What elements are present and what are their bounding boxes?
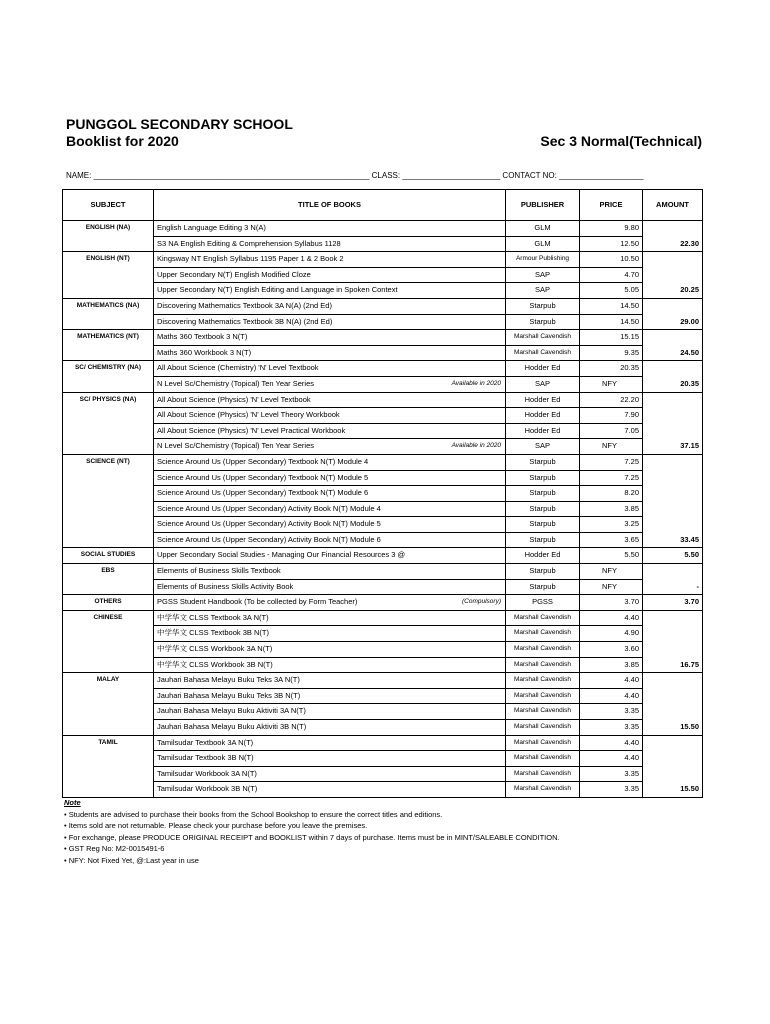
table-row [63,782,703,798]
price-cell: 5.05 [580,283,643,299]
book-title: Jauhari Bahasa Melayu Buku Aktiviti 3A N(T) [157,706,306,716]
book-title: Science Around Us (Upper Secondary) Textbook N(T) Module 6 [157,488,369,498]
book-title-cell [154,782,506,798]
book-title: Upper Secondary N(T) English Modified Cloze [157,269,311,279]
book-title-cell [154,314,506,330]
book-title-cell [154,439,506,455]
table-row [63,735,703,751]
price-cell: 4.70 [580,267,643,283]
book-title: Jauhari Bahasa Melayu Buku Teks 3B N(T) [157,690,301,700]
amount-cell: 37.15 [643,392,703,454]
subject-cell: MALAY [63,673,154,735]
table-row [63,376,703,392]
price-cell: 4.40 [580,751,643,767]
table-row [63,470,703,486]
subject-cell: CHINESE [63,610,154,672]
table-row [63,688,703,704]
publisher-cell: Hodder Ed [506,408,580,424]
table-header-row [63,190,703,221]
price-cell: 3.35 [580,720,643,736]
price-cell: 9.80 [580,221,643,237]
publisher-cell: Hodder Ed [506,361,580,377]
header-title: TITLE OF BOOKS [154,190,506,221]
amount-cell: 29.00 [643,298,703,329]
table-row [63,221,703,237]
publisher-cell: Starpub [506,454,580,470]
book-title: Elements of Business Skills Textbook [157,566,281,576]
book-title: All About Science (Physics) 'N' Level Textbook [157,394,311,404]
subject-cell: SC/ PHYSICS (NA) [63,392,154,454]
publisher-cell: Marshall Cavendish [506,782,580,798]
table-row [63,361,703,377]
book-title-cell [154,564,506,580]
publisher-cell: Hodder Ed [506,548,580,564]
publisher-cell: Marshall Cavendish [506,688,580,704]
publisher-cell: Hodder Ed [506,423,580,439]
book-title-cell [154,408,506,424]
book-title: Kingsway NT English Syllabus 1195 Paper 1 & 2 Book 2 [157,254,344,264]
price-cell: 4.40 [580,610,643,626]
book-title: Tamilsudar Workbook 3B N(T) [157,784,258,794]
publisher-cell: Marshall Cavendish [506,704,580,720]
table-row [63,704,703,720]
table-row [63,454,703,470]
subject-cell: SCIENCE (NT) [63,454,154,548]
price-cell: 5.50 [580,548,643,564]
publisher-cell: Marshall Cavendish [506,720,580,736]
book-title: Tamilsudar Workbook 3A N(T) [157,768,257,778]
price-cell: 3.25 [580,517,643,533]
table-row [63,579,703,595]
book-title-cell [154,376,506,392]
book-title-cell [154,595,506,611]
note-item: • GST Reg No: M2-0015491-6 [64,844,165,853]
publisher-cell: Starpub [506,532,580,548]
book-title-cell [154,236,506,252]
header-price: PRICE [580,190,643,221]
publisher-cell: Hodder Ed [506,392,580,408]
student-info-line: NAME: ______________________________________________________________ CLASS: ______________________ CONTACT NO: ___________________ [66,171,644,180]
book-title: Tamilsudar Textbook 3B N(T) [157,753,254,763]
publisher-cell: Starpub [506,517,580,533]
price-cell: 12.50 [580,236,643,252]
book-title: Discovering Mathematics Textbook 3B N(A) (2nd Ed) [157,316,333,326]
table-row [63,267,703,283]
book-title-cell [154,688,506,704]
table-row [63,626,703,642]
book-title: Science Around Us (Upper Secondary) Textbook N(T) Module 5 [157,472,369,482]
book-title-cell [154,345,506,361]
book-title: PGSS Student Handbook (To be collected by Form Teacher) [157,597,358,607]
table-row [63,548,703,564]
amount-cell: 5.50 [643,548,703,564]
price-cell: 7.25 [580,454,643,470]
subject-cell: ENGLISH (NT) [63,252,154,299]
table-body [63,221,703,798]
book-title: Science Around Us (Upper Secondary) Activity Book N(T) Module 4 [157,503,381,513]
table-row [63,486,703,502]
book-title: Tamilsudar Textbook 3A N(T) [157,737,254,747]
book-title: Science Around Us (Upper Secondary) Textbook N(T) Module 4 [157,456,369,466]
book-title: Jauhari Bahasa Melayu Buku Teks 3A N(T) [157,675,300,685]
book-title-cell [154,330,506,346]
amount-cell: 20.25 [643,252,703,299]
table-row [63,236,703,252]
note-item: • For exchange, please PRODUCE ORIGINAL RECEIPT and BOOKLIST within 7 days of purchase. Items must be in MINT/SALEABLE CONDITION. [64,832,560,842]
book-title-cell [154,454,506,470]
level-title: Sec 3 Normal(Technical) [540,133,702,149]
booklist-title: Booklist for 2020 [66,133,179,149]
table-row [63,517,703,533]
book-title: Science Around Us (Upper Secondary) Activity Book N(T) Module 6 [157,534,381,544]
amount-cell: 16.75 [643,610,703,672]
price-cell: 14.50 [580,314,643,330]
amount-cell: 22.30 [643,221,703,252]
amount-cell: 3.70 [643,595,703,611]
book-title: N Level Sc/Chemistry (Topical) Ten Year Series [157,441,315,451]
book-title: Upper Secondary N(T) English Editing and Language in Spoken Context [157,285,398,295]
price-cell: 3.35 [580,704,643,720]
price-cell: NFY [580,376,643,392]
subject-cell: OTHERS [63,595,154,611]
price-cell: 4.40 [580,673,643,689]
notes-heading: Note [64,798,81,807]
book-title-cell [154,267,506,283]
price-cell: 3.60 [580,642,643,658]
header-publisher: PUBLISHER [506,190,580,221]
publisher-cell: SAP [506,376,580,392]
table-row [63,423,703,439]
price-cell: 4.90 [580,626,643,642]
price-cell: 15.15 [580,330,643,346]
book-title-cell [154,486,506,502]
table-row [63,501,703,517]
publisher-cell: Marshall Cavendish [506,345,580,361]
table-row [63,345,703,361]
book-title: Maths 360 Textbook 3 N(T) [157,332,248,342]
book-title: All About Science (Physics) 'N' Level Theory Workbook [157,410,340,420]
book-title: Jauhari Bahasa Melayu Buku Aktiviti 3B N(T) [157,722,307,731]
subject-cell: SC/ CHEMISTRY (NA) [63,361,154,392]
table-row [63,283,703,299]
note-item: • Items sold are not returnable. Please check your purchase before you leave the premises. [64,821,368,830]
subject-cell: MATHEMATICS (NT) [63,330,154,361]
publisher-cell: GLM [506,236,580,252]
table-row [63,766,703,782]
table-row [63,439,703,455]
price-cell: 22.20 [580,392,643,408]
table-row [63,564,703,580]
book-title-cell [154,298,506,314]
book-title-cell [154,517,506,533]
table-row [63,408,703,424]
price-cell: 8.20 [580,486,643,502]
note-item: • NFY: Not Fixed Yet, @:Last year in use [64,855,199,865]
price-cell: 3.85 [580,657,643,673]
book-title: 中学华文 CLSS Textbook 3A N(T) [157,612,269,622]
table-row [63,532,703,548]
price-cell: 10.50 [580,252,643,268]
price-cell: NFY [580,439,643,455]
table-row [63,392,703,408]
table-row [63,595,703,611]
table-row [63,657,703,673]
book-title-cell [154,252,506,268]
book-title-cell [154,579,506,595]
publisher-cell: PGSS [506,595,580,611]
book-title: N Level Sc/Chemistry (Topical) Ten Year Series [157,378,315,388]
book-title: All About Science (Chemistry) 'N' Level Textbook [157,363,319,373]
amount-cell: 15.50 [643,735,703,797]
price-cell: NFY [580,564,643,580]
book-title-cell [154,532,506,548]
table-row [63,642,703,658]
amount-cell: 20.35 [643,361,703,392]
price-cell: 3.65 [580,532,643,548]
publisher-cell: Marshall Cavendish [506,751,580,767]
publisher-cell: Starpub [506,501,580,517]
header-amount: AMOUNT [643,190,703,221]
availability-note: Available in 2020 [451,442,501,450]
book-title-cell [154,720,506,736]
publisher-cell: Marshall Cavendish [506,626,580,642]
book-title: 中学华文 CLSS Workbook 3A N(T) [157,644,273,654]
table-row [63,252,703,268]
book-title-cell [154,642,506,658]
book-title: 中学华文 CLSS Workbook 3B N(T) [157,659,273,669]
book-title-cell [154,766,506,782]
book-title: Upper Secondary Social Studies - Managing Our Financial Resources 3 @ [157,550,406,560]
publisher-cell: Marshall Cavendish [506,657,580,673]
book-title-cell [154,392,506,408]
table-row [63,751,703,767]
publisher-cell: Starpub [506,314,580,330]
book-title-cell [154,361,506,377]
book-title: S3 NA English Editing & Comprehension Syllabus 1128 [157,238,341,248]
publisher-cell: Marshall Cavendish [506,610,580,626]
publisher-cell: SAP [506,439,580,455]
price-cell: 3.85 [580,501,643,517]
booklist-table [62,189,703,798]
notes-section [64,797,560,866]
publisher-cell: Starpub [506,579,580,595]
subject-cell: ENGLISH (NA) [63,221,154,252]
subject-cell: MATHEMATICS (NA) [63,298,154,329]
price-cell: 9.35 [580,345,643,361]
book-title-cell [154,657,506,673]
publisher-cell: Starpub [506,564,580,580]
availability-note: (Compulsory) [461,598,501,606]
book-title-cell [154,704,506,720]
publisher-cell: Starpub [506,298,580,314]
price-cell: 7.25 [580,470,643,486]
price-cell: 3.70 [580,595,643,611]
price-cell: 4.40 [580,688,643,704]
book-title-cell [154,283,506,299]
publisher-cell: SAP [506,283,580,299]
publisher-cell: Marshall Cavendish [506,642,580,658]
school-name: PUNGGOL SECONDARY SCHOOL [66,116,293,132]
book-title: Maths 360 Workbook 3 N(T) [157,347,252,357]
table-row [63,314,703,330]
price-cell: 3.35 [580,782,643,798]
subject-cell: SOCIAL STUDIES [63,548,154,564]
book-title: Elements of Business Skills Activity Book [157,581,294,591]
availability-note: Available in 2020 [451,379,501,387]
table-row [63,330,703,346]
price-cell: 3.35 [580,766,643,782]
price-cell: 14.50 [580,298,643,314]
publisher-cell: Starpub [506,470,580,486]
publisher-cell: Marshall Cavendish [506,330,580,346]
publisher-cell: Marshall Cavendish [506,766,580,782]
book-title-cell [154,501,506,517]
book-title-cell [154,751,506,767]
table-row [63,298,703,314]
price-cell: NFY [580,579,643,595]
amount-cell: 33.45 [643,454,703,548]
table-row [63,673,703,689]
publisher-cell: Marshall Cavendish [506,735,580,751]
book-title: English Language Editing 3 N(A) [157,223,266,232]
amount-cell: 24.50 [643,330,703,361]
book-title-cell [154,470,506,486]
publisher-cell: Starpub [506,486,580,502]
price-cell: 4.40 [580,735,643,751]
amount-cell: 15.50 [643,673,703,735]
book-title-cell [154,735,506,751]
publisher-cell: GLM [506,221,580,237]
subject-cell: TAMIL [63,735,154,797]
price-cell: 20.35 [580,361,643,377]
table-row [63,610,703,626]
price-cell: 7.05 [580,423,643,439]
publisher-cell: Armour Publishing [506,252,580,268]
subject-cell: EBS [63,564,154,595]
book-title-cell [154,423,506,439]
book-title-cell [154,221,506,237]
header-subject: SUBJECT [63,190,154,221]
publisher-cell: SAP [506,267,580,283]
price-cell: 7.90 [580,408,643,424]
note-item: • Students are advised to purchase their books from the School Bookshop to ensure the correct titles and editions. [64,809,443,819]
book-title-cell [154,673,506,689]
book-title-cell [154,610,506,626]
table-row [63,720,703,736]
book-title-cell [154,548,506,564]
publisher-cell: Marshall Cavendish [506,673,580,689]
book-title-cell [154,626,506,642]
book-title: 中学华文 CLSS Textbook 3B N(T) [157,628,269,638]
book-title: All About Science (Physics) 'N' Level Practical Workbook [157,425,346,435]
amount-cell: - [643,564,703,595]
book-title: Discovering Mathematics Textbook 3A N(A) (2nd Ed) [157,300,332,310]
book-title: Science Around Us (Upper Secondary) Activity Book N(T) Module 5 [157,519,381,529]
